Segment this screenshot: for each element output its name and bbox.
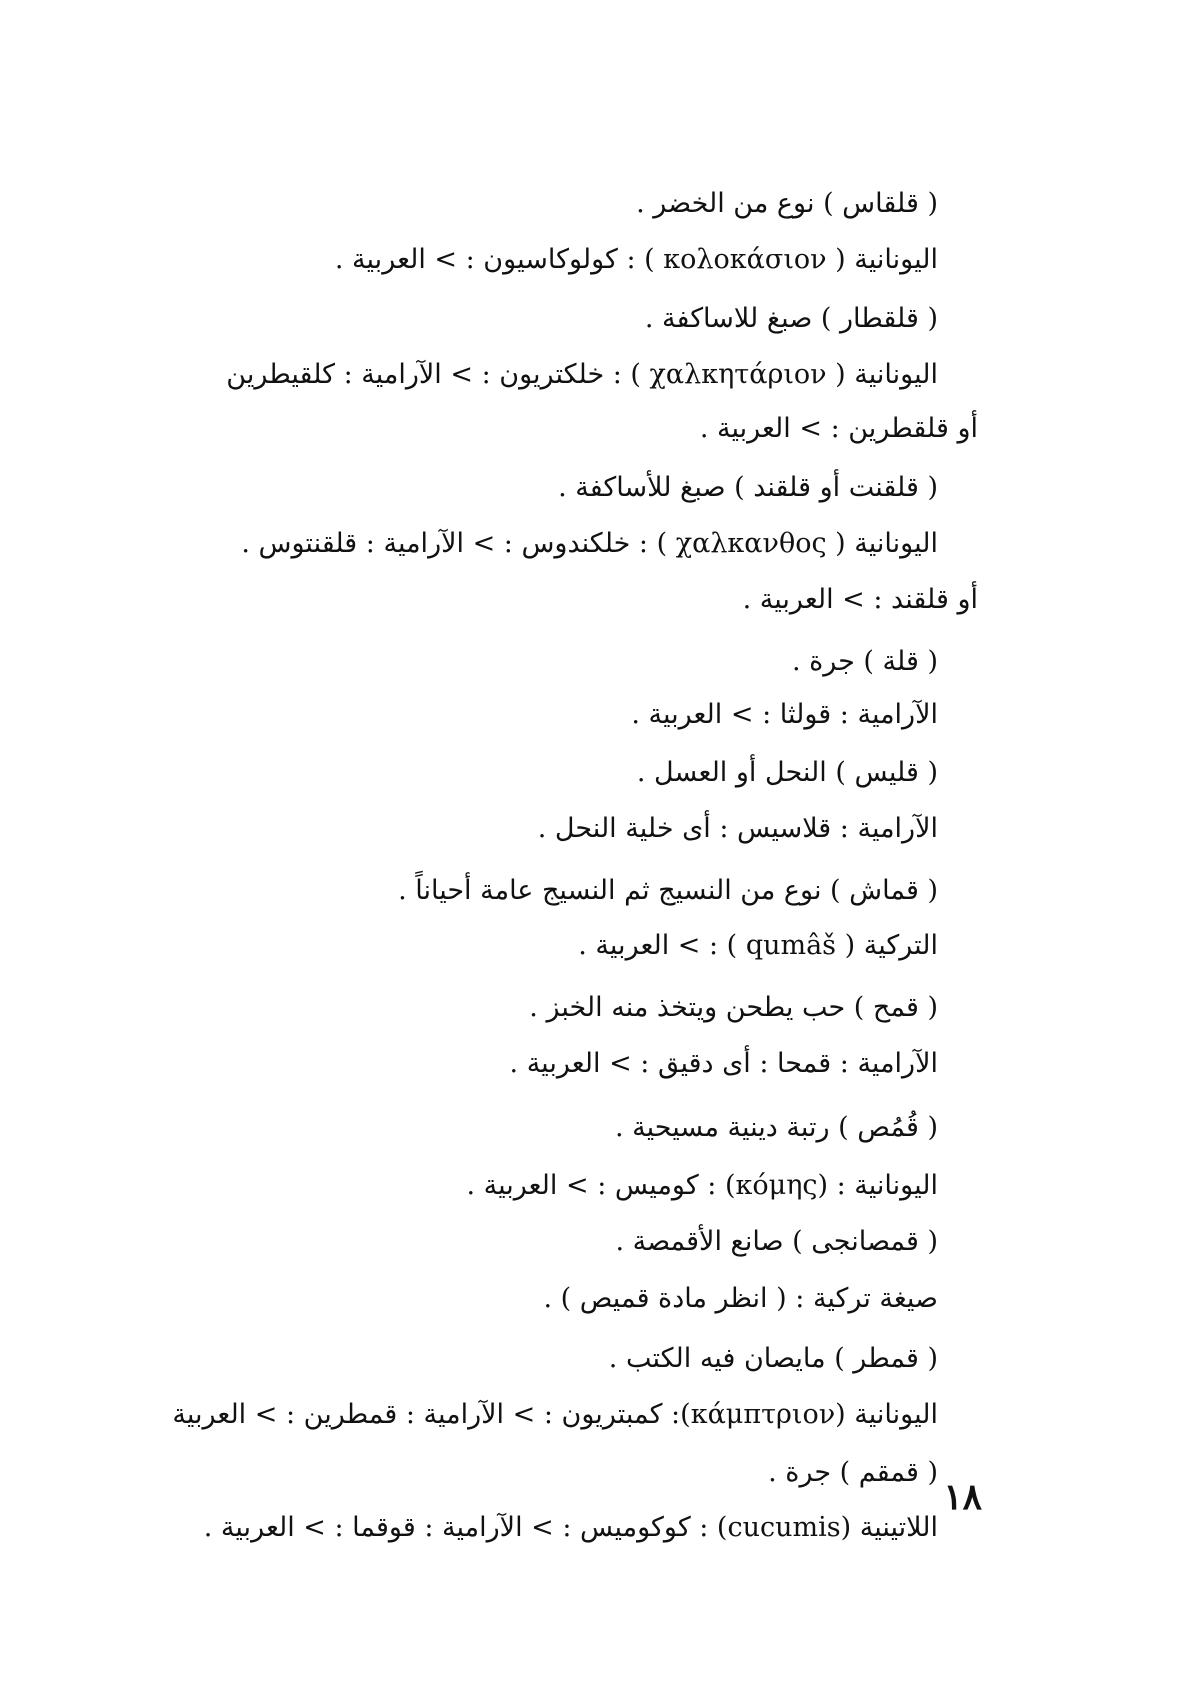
entry-line: ( قمصانجى ) صانع الأقمصة . bbox=[615, 1226, 938, 1257]
entry-line: أو قلقند : > العربية . bbox=[742, 584, 978, 615]
entry-line: اليونانية : (κόμης) : كوميس : > العربية . bbox=[466, 1170, 938, 1201]
entry-line: اليونانية ( χαλκητάριον ) : خلكتريون : > الآرامية : كلقيطرين bbox=[226, 359, 938, 390]
entry-line: الآرامية : قولثا : > العربية . bbox=[631, 699, 938, 730]
entry-line: اللاتينية (cucumis) : كوكوميس : > الآرامية : قوقما : > العربية . bbox=[203, 1512, 938, 1543]
entry-line: اليونانية (κάμπτριον): كمبتريون : > الآرامية : قمطرين : > العربية bbox=[172, 1399, 938, 1430]
entry-line: التركية ( qumâš ) : > العربية . bbox=[578, 930, 938, 961]
entry-line: ( قُمُص ) رتبة دينية مسيحية . bbox=[615, 1112, 938, 1143]
entry-line: ( قمقم ) جرة . bbox=[768, 1457, 938, 1488]
entry-line: ( قلقطار ) صبغ للاساكفة . bbox=[644, 303, 938, 334]
page-number: ١٨ bbox=[943, 1476, 982, 1518]
entry-line: الآرامية : قلاسيس : أى خلية النحل . bbox=[537, 813, 938, 844]
entry-line: ( قلقاس ) نوع من الخضر . bbox=[636, 188, 938, 219]
entry-line: ( قلة ) جرة . bbox=[791, 646, 938, 677]
entry-line: اليونانية ( χαλκανθος ) : خلكندوس : > الآرامية : قلقنتوس . bbox=[241, 528, 938, 559]
entry-line: أو قلقطرين : > العربية . bbox=[699, 413, 978, 444]
entry-line: صيغة تركية : ( انظر مادة قميص ) . bbox=[543, 1283, 938, 1314]
entry-line: ( قمح ) حب يطحن ويتخذ منه الخبز . bbox=[529, 992, 938, 1023]
entry-line: ( قليس ) النحل أو العسل . bbox=[636, 757, 938, 788]
entry-line: الآرامية : قمحا : أى دقيق : > العربية . bbox=[509, 1048, 938, 1079]
entry-line: ( قماش ) نوع من النسيج ثم النسيج عامة أحياناً . bbox=[398, 875, 938, 906]
entry-line: اليونانية ( κολοκάσιον ) : كولوكاسيون : > العربية . bbox=[334, 244, 938, 275]
entry-line: ( قلقنت أو قلقند ) صبغ للأساكفة . bbox=[558, 472, 938, 503]
entry-line: ( قمطر ) مايصان فيه الكتب . bbox=[608, 1343, 938, 1374]
